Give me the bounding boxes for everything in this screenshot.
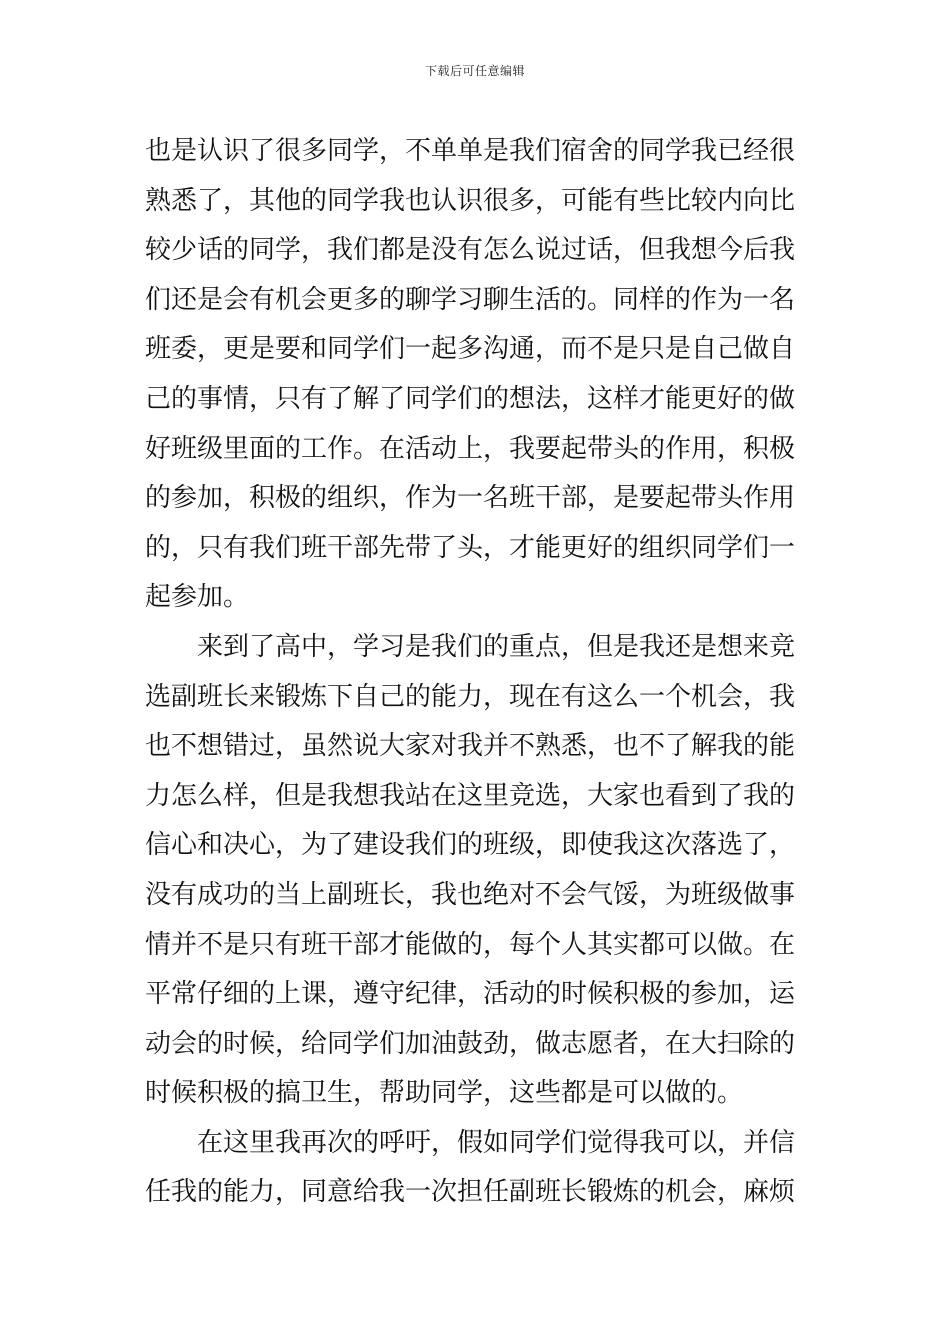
text-line: 己的事情，只有了解了同学们的想法，这样才能更好的做 [145,383,796,414]
text-line: 力怎么样，但是我想我站在这里竞选，大家也看到了我的 [145,780,796,811]
body-text [145,127,813,1218]
text-line: 好班级里面的工作。在活动上，我要起带头的作用，积极 [145,433,796,464]
text-line: 没有成功的当上副班长，我也绝对不会气馁，为班级做事 [145,879,796,910]
text-line: 情并不是只有班干部才能做的，每个人其实都可以做。在 [145,929,796,960]
text-line: 的参加，积极的组织，作为一名班干部，是要起带头作用 [145,483,796,514]
text-line: 信心和决心，为了建设我们的班级，即使我这次落选了， [145,830,796,861]
page-header-note: 下载后可任意编辑 [424,64,525,78]
text-line: 较少话的同学，我们都是没有怎么说过话，但我想今后我 [145,235,796,266]
text-line: 也不想错过，虽然说大家对我并不熟悉，也不了解我的能 [145,731,796,762]
text-line: 的，只有我们班干部先带了头，才能更好的组织同学们一 [145,532,796,563]
text-line: 们还是会有机会更多的聊学习聊生活的。同样的作为一名 [145,284,796,315]
text-line: 平常仔细的上课，遵守纪律，活动的时候积极的参加，运 [145,979,796,1010]
text-line: 来到了高中，学习是我们的重点，但是我还是想来竞 [145,631,796,662]
text-line: 熟悉了，其他的同学我也认识很多，可能有些比较内向比 [145,185,796,216]
text-line: 动会的时候，给同学们加油鼓劲，做志愿者，在大扫除的 [145,1028,796,1059]
text-line: 起参加。 [145,582,250,613]
text-line: 班委，更是要和同学们一起多沟通，而不是只是自己做自 [145,334,796,365]
text-line: 任我的能力，同意给我一次担任副班长锻炼的机会，麻烦 [145,1177,796,1208]
text-line: 时候积极的搞卫生，帮助同学，这些都是可以做的。 [145,1078,744,1109]
text-line: 选副班长来锻炼下自己的能力，现在有这么一个机会，我 [145,681,796,712]
text-line: 也是认识了很多同学，不单单是我们宿舍的同学我已经很 [145,136,796,166]
text-line: 在这里我再次的呼吁，假如同学们觉得我可以，并信 [145,1127,796,1158]
